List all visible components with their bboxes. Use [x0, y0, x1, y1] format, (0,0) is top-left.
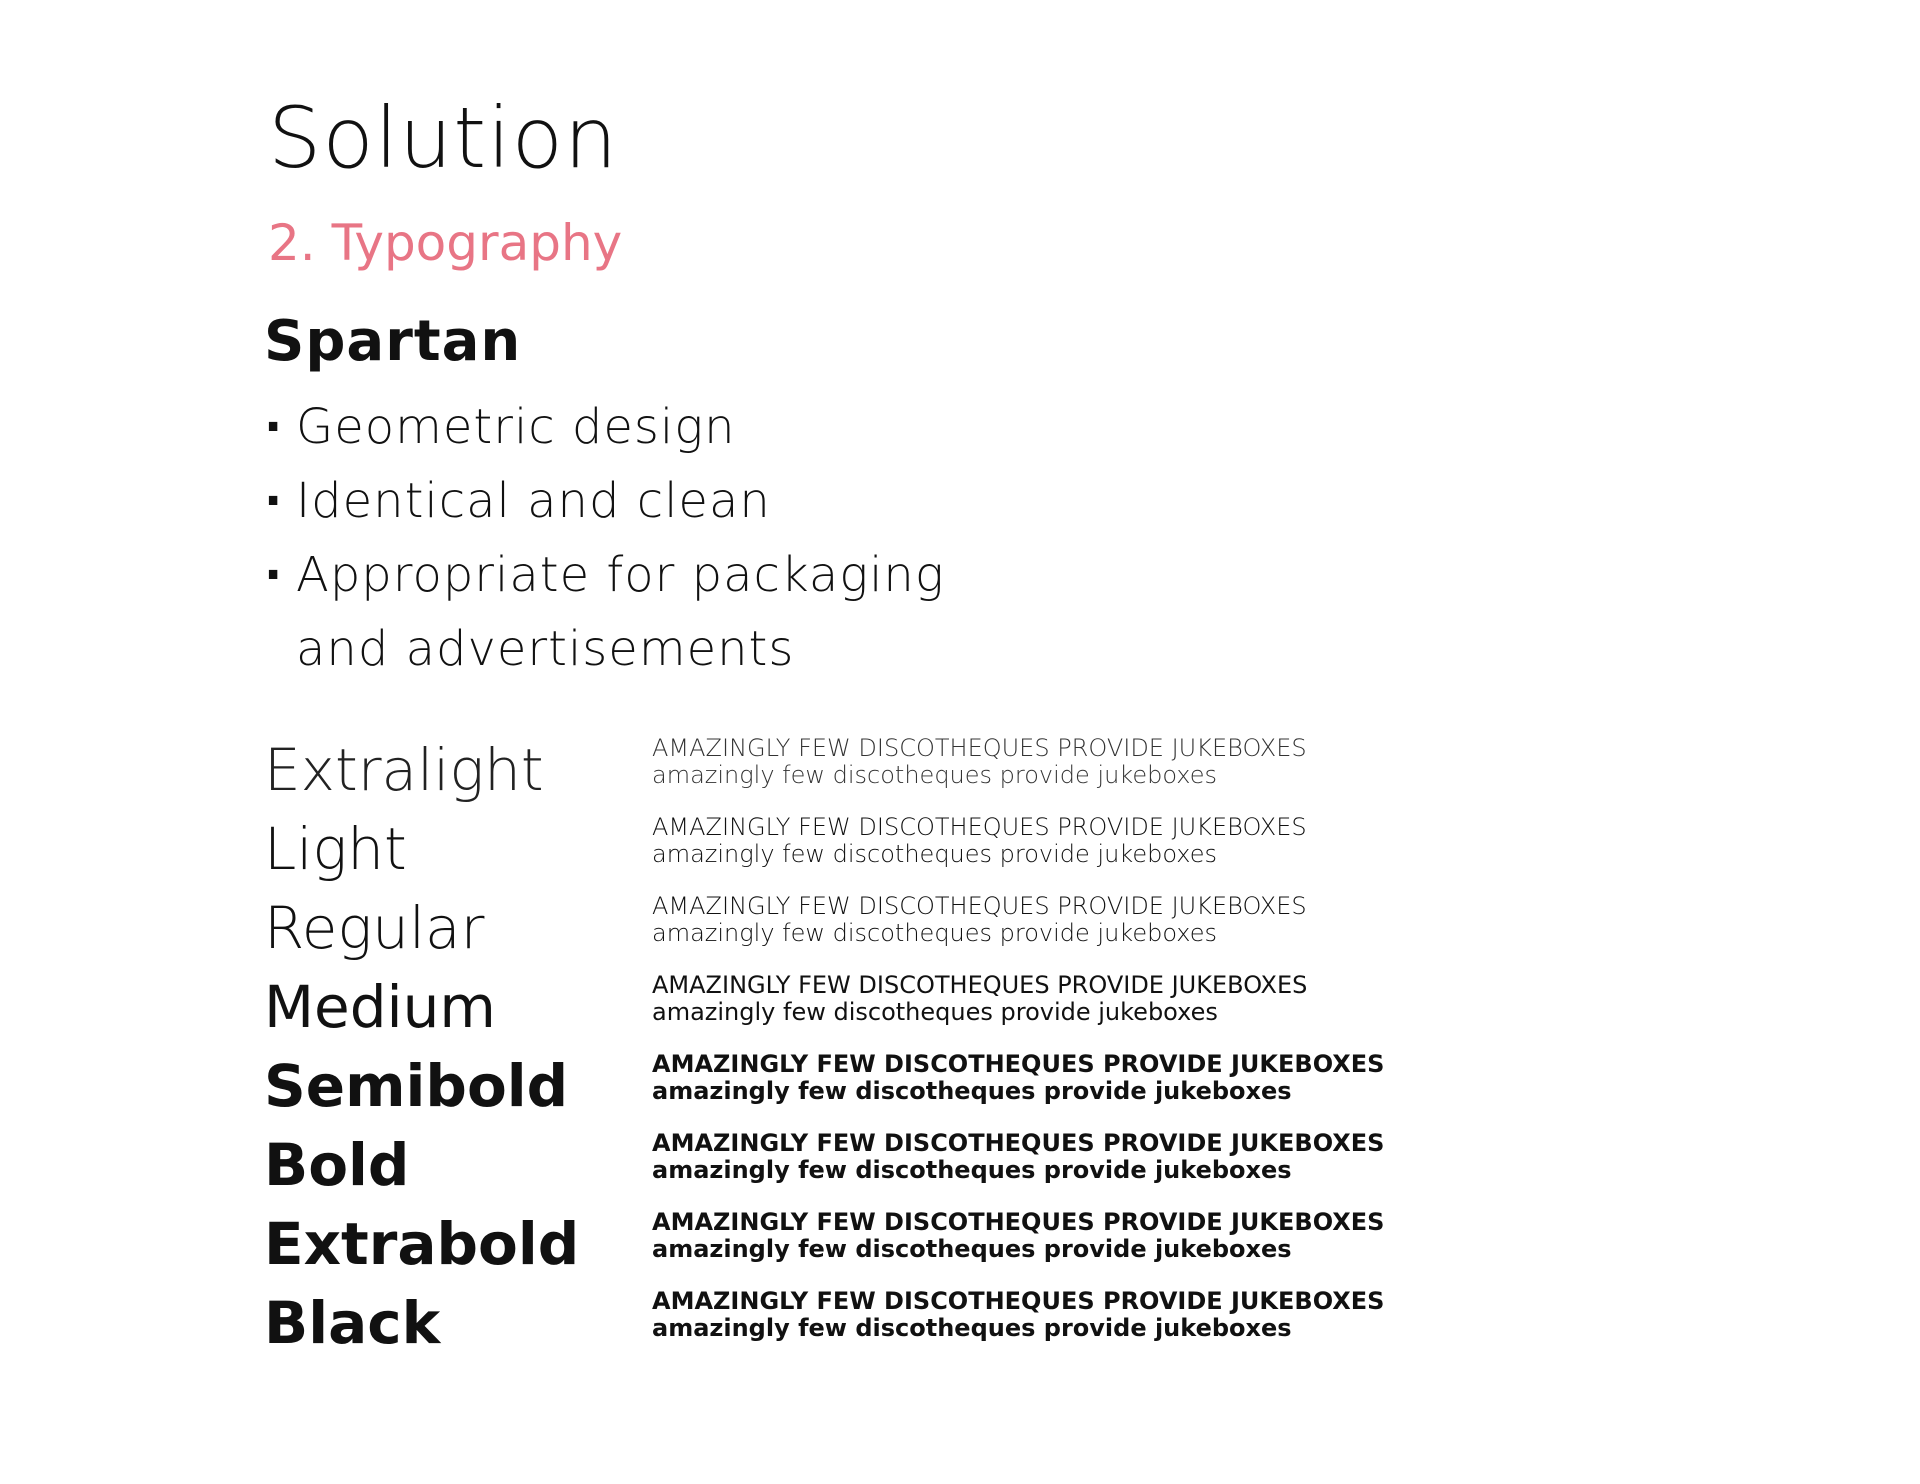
sample-lowercase: amazingly few discotheques provide jukeboxes — [652, 761, 1218, 789]
sample-lowercase: amazingly few discotheques provide jukeboxes — [652, 1077, 1292, 1105]
section-subtitle: 2. Typography — [268, 214, 623, 272]
sample-uppercase: AMAZINGLY FEW DISCOTHEQUES PROVIDE JUKEBOXES — [652, 1287, 1385, 1315]
weight-label: Bold — [264, 1131, 410, 1199]
font-name-heading: Spartan — [264, 309, 522, 374]
weight-row-extrabold — [264, 1209, 1464, 1288]
bullet-icon: · — [264, 473, 284, 529]
weight-row-extralight — [264, 735, 1464, 814]
weight-label: Extralight — [264, 736, 544, 804]
weight-row-light — [264, 814, 1464, 893]
sample-uppercase: AMAZINGLY FEW DISCOTHEQUES PROVIDE JUKEBOXES — [652, 813, 1307, 841]
weight-sample — [652, 1209, 1384, 1263]
feature-list — [264, 390, 945, 686]
sample-uppercase: AMAZINGLY FEW DISCOTHEQUES PROVIDE JUKEBOXES — [652, 1129, 1385, 1157]
weight-label: Light — [264, 815, 407, 883]
weight-specimen-list — [264, 735, 1464, 1367]
weight-row-medium — [264, 972, 1464, 1051]
sample-lowercase: amazingly few discotheques provide jukeboxes — [652, 919, 1218, 947]
weight-sample — [652, 735, 1307, 789]
sample-uppercase: AMAZINGLY FEW DISCOTHEQUES PROVIDE JUKEBOXES — [652, 971, 1308, 999]
weight-row-regular — [264, 893, 1464, 972]
feature-item — [264, 538, 945, 686]
weight-sample — [652, 1288, 1384, 1342]
weight-sample — [652, 893, 1307, 947]
sample-lowercase: amazingly few discotheques provide jukeboxes — [652, 1156, 1292, 1184]
feature-text: Geometric design — [296, 399, 736, 455]
sample-lowercase: amazingly few discotheques provide jukeboxes — [652, 1314, 1292, 1342]
bullet-icon: · — [264, 399, 284, 455]
feature-text: Identical and clean — [296, 473, 771, 529]
page-title: Solution — [268, 89, 619, 187]
weight-row-black — [264, 1288, 1464, 1367]
weight-sample — [652, 1051, 1384, 1105]
sample-uppercase: AMAZINGLY FEW DISCOTHEQUES PROVIDE JUKEBOXES — [652, 892, 1307, 920]
weight-row-semibold — [264, 1051, 1464, 1130]
weight-row-bold — [264, 1130, 1464, 1209]
sample-uppercase: AMAZINGLY FEW DISCOTHEQUES PROVIDE JUKEBOXES — [652, 1050, 1385, 1078]
weight-sample — [652, 972, 1307, 1026]
weight-label: Semibold — [264, 1052, 569, 1120]
sample-lowercase: amazingly few discotheques provide jukeboxes — [652, 998, 1218, 1026]
weight-label: Black — [264, 1289, 441, 1357]
weight-sample — [652, 1130, 1384, 1184]
weight-sample — [652, 814, 1307, 868]
bullet-icon: · — [264, 547, 284, 603]
weight-label: Extrabold — [264, 1210, 580, 1278]
feature-text: Appropriate for packaging — [296, 547, 945, 603]
sample-uppercase: AMAZINGLY FEW DISCOTHEQUES PROVIDE JUKEBOXES — [652, 734, 1307, 762]
weight-label: Regular — [264, 894, 485, 962]
feature-item — [264, 390, 945, 464]
sample-uppercase: AMAZINGLY FEW DISCOTHEQUES PROVIDE JUKEBOXES — [652, 1208, 1385, 1236]
weight-label: Medium — [264, 973, 496, 1041]
feature-text-continuation: and advertisements — [296, 621, 795, 677]
sample-lowercase: amazingly few discotheques provide jukeboxes — [652, 840, 1218, 868]
sample-lowercase: amazingly few discotheques provide jukeboxes — [652, 1235, 1292, 1263]
feature-item — [264, 464, 945, 538]
